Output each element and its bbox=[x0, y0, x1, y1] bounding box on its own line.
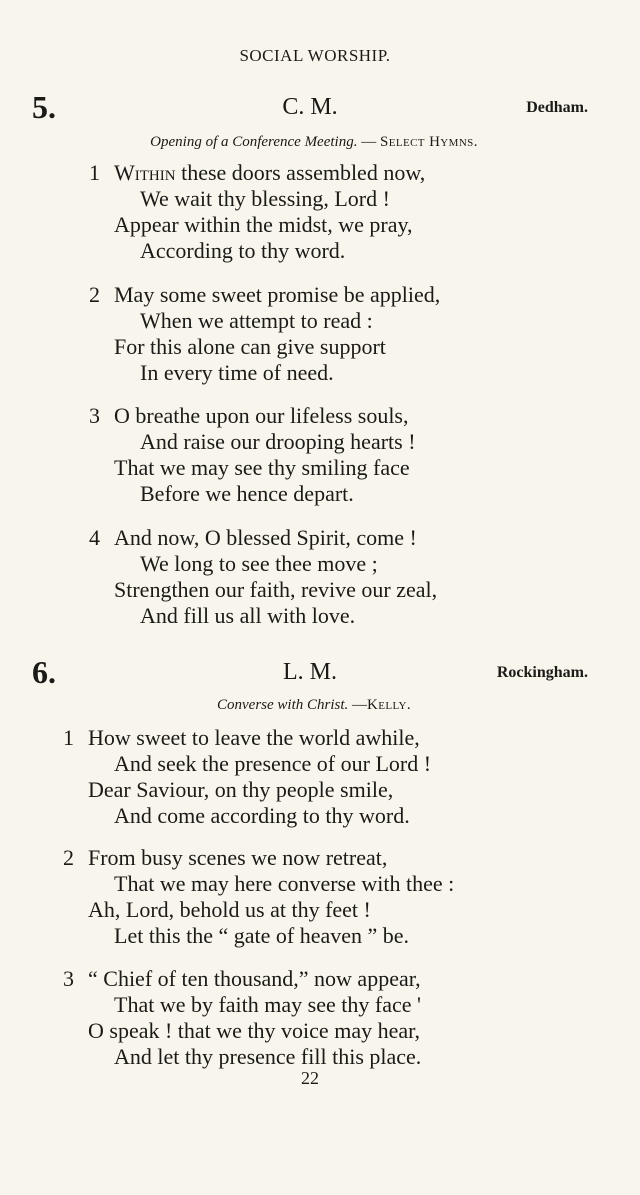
first-word: Within bbox=[114, 160, 176, 185]
stanza-number: 2 bbox=[63, 845, 74, 870]
hymn-6-stanza-2 bbox=[0, 845, 620, 949]
verse-line: We long to see thee move ; bbox=[140, 551, 378, 576]
verse-line: And fill us all with love. bbox=[140, 603, 356, 628]
stanza-number: 2 bbox=[89, 282, 100, 307]
verse-line bbox=[0, 525, 620, 551]
verse-line-text: “ Chief of ten thousand,” now appear, bbox=[88, 966, 421, 991]
verse-line: O speak ! that we thy voice may hear, bbox=[88, 1018, 421, 1043]
hymn-5-header bbox=[32, 89, 588, 125]
verse-line-text: these doors assembled now, bbox=[175, 160, 426, 185]
hymn-6-stanza-1 bbox=[0, 725, 620, 829]
verse-line: For this alone can give support bbox=[114, 334, 386, 359]
page-number: 22 bbox=[301, 1068, 319, 1088]
verse-line-text: May some sweet promise be applied, bbox=[114, 282, 441, 307]
verse-line bbox=[0, 966, 620, 992]
verse-line: Dear Saviour, on thy people smile, bbox=[88, 777, 394, 802]
hymn-5-subtitle bbox=[0, 134, 628, 151]
hymn-meter: L. M. bbox=[283, 659, 337, 685]
stanza-number: 4 bbox=[89, 525, 100, 550]
verse-line-text: How sweet to leave the world awhile, bbox=[88, 725, 420, 750]
tune-name: Dedham. bbox=[526, 99, 588, 116]
hymn-number: 6. bbox=[32, 654, 56, 690]
stanza-number: 3 bbox=[89, 403, 100, 428]
verse-line-text: And now, O blessed Spirit, come ! bbox=[114, 525, 417, 550]
hymn-6-stanza-3 bbox=[0, 966, 620, 1070]
verse-line: That we by faith may see thy face ' bbox=[114, 992, 421, 1017]
verse-line: According to thy word. bbox=[140, 238, 346, 263]
running-head: SOCIAL WORSHIP. bbox=[239, 46, 391, 65]
verse-line bbox=[0, 845, 620, 871]
verse-line: And seek the presence of our Lord ! bbox=[114, 751, 432, 776]
hymn-source: Kelly. bbox=[367, 697, 411, 713]
verse-line bbox=[0, 403, 620, 429]
hymn-6-subtitle bbox=[0, 697, 628, 714]
verse-line: Strengthen our faith, revive our zeal, bbox=[114, 577, 438, 602]
verse-line: And come according to thy word. bbox=[114, 803, 410, 828]
hymn-6-header bbox=[32, 654, 588, 690]
verse-line: Before we hence depart. bbox=[140, 481, 354, 506]
stanza-number: 1 bbox=[63, 725, 74, 750]
subtitle-separator: — bbox=[348, 697, 368, 713]
subtitle-separator: — bbox=[357, 134, 380, 150]
verse-line bbox=[0, 282, 620, 308]
verse-line-text: From busy scenes we now retreat, bbox=[88, 845, 388, 870]
verse-line: That we may see thy smiling face bbox=[114, 455, 410, 480]
hymn-number: 5. bbox=[32, 89, 56, 125]
verse-line-text: O breathe upon our lifeless souls, bbox=[114, 403, 409, 428]
verse-line bbox=[0, 725, 620, 751]
hymn-title: Opening of a Conference Meeting. bbox=[150, 134, 358, 150]
hymn-meter: C. M. bbox=[282, 94, 338, 120]
hymn-5-stanza-1 bbox=[0, 160, 620, 264]
verse-line bbox=[0, 160, 620, 186]
verse-line: In every time of need. bbox=[140, 360, 334, 385]
verse-line: And let thy presence fill this place. bbox=[114, 1044, 422, 1069]
hymn-title: Converse with Christ. bbox=[217, 697, 349, 713]
hymn-5-stanza-3 bbox=[0, 403, 620, 507]
verse-line: Ah, Lord, behold us at thy feet ! bbox=[88, 897, 371, 922]
verse-line: And raise our drooping hearts ! bbox=[140, 429, 416, 454]
hymn-5-stanza-4 bbox=[0, 525, 620, 629]
verse-line: Let this the “ gate of heaven ” be. bbox=[114, 923, 410, 948]
tune-name: Rockingham. bbox=[496, 664, 588, 681]
hymn-5-stanza-2 bbox=[0, 282, 620, 386]
verse-line: Appear within the midst, we pray, bbox=[114, 212, 413, 237]
verse-line: We wait thy blessing, Lord ! bbox=[140, 186, 390, 211]
verse-line: When we attempt to read : bbox=[140, 308, 373, 333]
verse-line: That we may here converse with thee : bbox=[114, 871, 455, 896]
stanza-number: 3 bbox=[63, 966, 74, 991]
stanza-number: 1 bbox=[89, 160, 100, 185]
hymn-source: Select Hymns. bbox=[379, 134, 478, 150]
